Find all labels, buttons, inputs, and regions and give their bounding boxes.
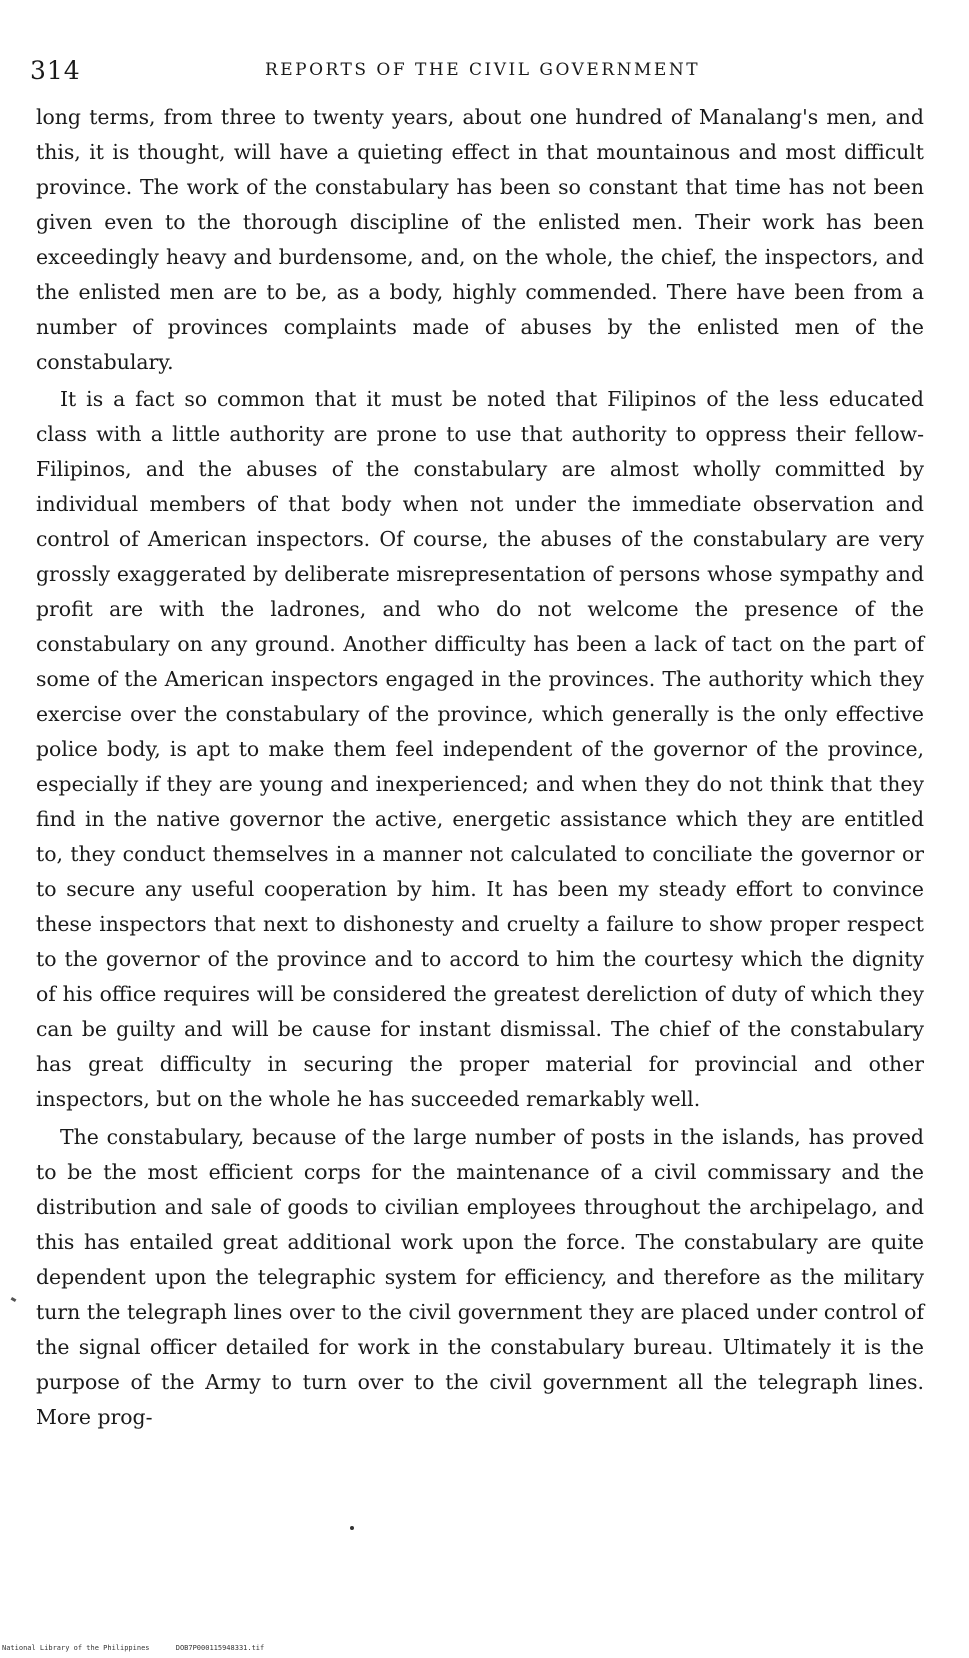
page-number: 314 xyxy=(30,56,81,85)
scan-footer xyxy=(2,1644,264,1652)
footer-file-id: DOB7P000115948331.tif xyxy=(175,1644,265,1652)
paragraph-continued: long terms, from three to twenty years, about one hundred of Manalang's men, and this, it is thought, will have a quieting effect in that mountainous and most difficult province. The work of the constabulary has been so constant that time has not been given even to the thorough discipline of the enlisted men. Their work has been exceedingly heavy and burdensome, and, on the whole, the chief, the inspectors, and the enlisted men are to be, as a body, highly commended. There have been from a number of provinces complaints made of abuses by the enlisted men of the constabulary. xyxy=(36,105,924,374)
paragraph-commissary: The constabulary, because of the large number of posts in the islands, has proved to be the most efficient corps for the maintenance of a civil commissary and the distribution and sale of goods to civilian employees throughout the archipelago, and this has entailed great additional work upon the force. The constabulary are quite dependent upon the telegraphic system for efficiency, and therefore as the military turn the telegraph lines over to the civil government they are placed under control of the signal officer detailed for work in the constabulary bureau. Ultimately it is the purpose of the Army to turn over to the civil government all the telegraph lines. More prog- xyxy=(36,1125,924,1429)
footer-library: National Library of the Philippines xyxy=(2,1644,150,1652)
running-head: REPORTS OF THE CIVIL GOVERNMENT xyxy=(264,60,701,80)
scan-artifact-mark xyxy=(11,1297,17,1302)
scan-artifact-dot xyxy=(350,1526,354,1530)
paragraph-abuses: It is a fact so common that it must be noted that Filipinos of the less educated class with a little authority are prone to use that authority to oppress their fellow-Filipinos, and the abuses of the constabulary are almost wholly committed by individual members of that body when not under the immediate observation and control of American inspectors. Of course, the abuses of the constabulary are very grossly exaggerated by deliberate misrepresentation of persons whose sympathy and profit are with the ladrones, and who do not welcome the presence of the constabulary on any ground. Another difficulty has been a lack of tact on the part of some of the American inspectors engaged in the provinces. The authority which they exercise over the constabulary of the province, which generally is the only effective police body, is apt to make them feel independent of the governor of the province, especially if they are young and inexperienced; and when they do not think that they find in the native governor the active, energetic assistance which they are entitled to, they conduct themselves in a manner not calculated to conciliate the governor or to secure any useful cooperation by him. It has been my steady effort to convince these inspectors that next to dishonesty and cruelty a failure to show proper respect to the governor of the province and to accord to him the courtesy which the dignity of his office requires will be considered the greatest dereliction of duty of which they can be guilty and will be cause for instant dismissal. The chief of the constabulary has great difficulty in securing the proper material for provincial and other inspectors, but on the whole he has succeeded remarkably well. xyxy=(36,387,924,1111)
page-header xyxy=(30,56,935,96)
body-text xyxy=(36,100,924,1435)
